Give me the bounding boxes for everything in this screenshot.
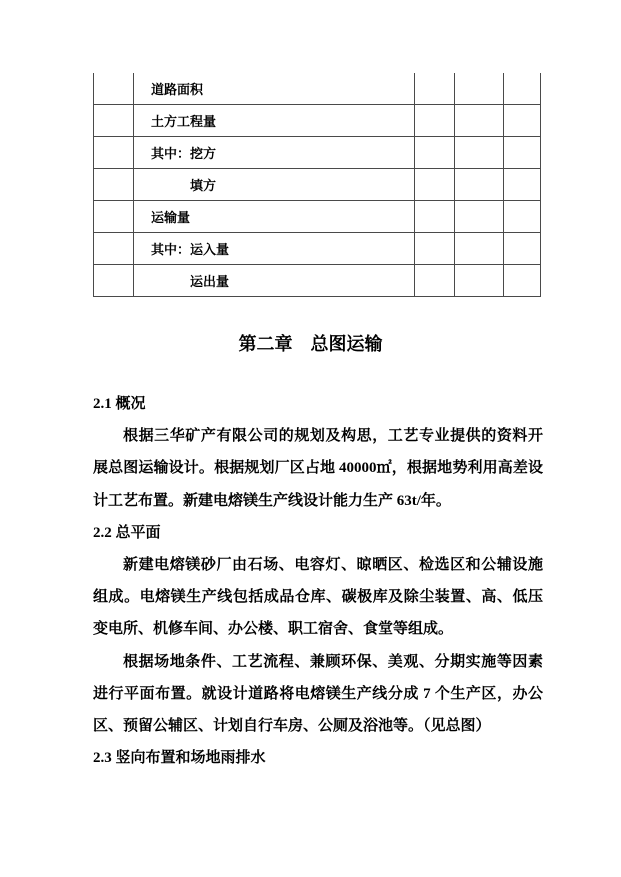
table-cell xyxy=(504,265,541,297)
document-body xyxy=(93,388,543,774)
table-cell xyxy=(455,105,504,137)
table-cell xyxy=(455,169,504,201)
table-row xyxy=(94,169,541,201)
table-cell xyxy=(415,169,455,201)
table-cell xyxy=(94,73,134,105)
table-cell xyxy=(504,169,541,201)
table-row xyxy=(94,233,541,265)
quantities-table xyxy=(93,73,541,297)
table-cell xyxy=(504,233,541,265)
paragraph-line: 区、预留公辅区、计划自行车房、公厕及浴池等。（见总图） xyxy=(93,717,491,734)
table-cell xyxy=(504,73,541,105)
table-cell xyxy=(94,137,134,169)
paragraph-line: 进行平面布置。就设计道路将电熔镁生产线分成 7 个生产区，办公 xyxy=(93,685,543,702)
table-cell xyxy=(94,169,134,201)
table-cell xyxy=(455,265,504,297)
table-cell xyxy=(504,105,541,137)
table-row xyxy=(94,201,541,233)
paragraph-line: 展总图运输设计。根据规划厂区占地 40000㎡，根据地势利用高差设 xyxy=(93,460,543,477)
table-cell xyxy=(94,105,134,137)
table-label-cell: 其中：运入量 xyxy=(134,233,415,265)
paragraph-line: 计工艺布置。新建电熔镁生产线设计能力生产 63t/年。 xyxy=(93,492,451,509)
paragraph-line: 根据场地条件、工艺流程、兼顾环保、美观、分期实施等因素 xyxy=(123,653,543,670)
table-cell xyxy=(415,105,455,137)
table-cell xyxy=(415,137,455,169)
table-row xyxy=(94,105,541,137)
chapter-heading: 第二章 总图运输 xyxy=(238,334,383,354)
table-row xyxy=(94,137,541,169)
table-cell xyxy=(415,73,455,105)
table-label-cell: 道路面积 xyxy=(134,73,415,105)
table-cell xyxy=(504,137,541,169)
paragraph-line: 变电所、机修车间、办公楼、职工宿舍、食堂等组成。 xyxy=(93,621,454,638)
table-cell xyxy=(455,201,504,233)
table-cell xyxy=(94,201,134,233)
paragraph-line: 根据三华矿产有限公司的规划及构思，工艺专业提供的资料开 xyxy=(123,428,543,445)
table-label-cell: 运输量 xyxy=(134,201,415,233)
section-2-3-title: 2.3 竖向布置和场地雨排水 xyxy=(93,750,266,767)
table-cell xyxy=(94,265,134,297)
section-2-1-title: 2.1 概况 xyxy=(93,396,146,412)
table-label-cell: 运出量 xyxy=(134,265,415,297)
table-cell xyxy=(94,233,134,265)
table-row xyxy=(94,265,541,297)
table-row xyxy=(94,73,541,105)
table-cell xyxy=(504,201,541,233)
table-cell xyxy=(455,137,504,169)
table-cell xyxy=(455,73,504,105)
paragraph-line: 组成。电熔镁生产线包括成品仓库、碳极库及除尘装置、高、低压 xyxy=(93,589,543,606)
table-cell xyxy=(415,233,455,265)
section-2-2-title: 2.2 总平面 xyxy=(93,524,161,541)
paragraph-line: 新建电熔镁砂厂由石场、电容灯、晾晒区、检选区和公辅设施 xyxy=(123,556,543,573)
table-label-cell: 填方 xyxy=(134,169,415,201)
table-cell xyxy=(455,233,504,265)
table-cell xyxy=(415,201,455,233)
table-cell xyxy=(415,265,455,297)
table-label-cell: 其中：挖方 xyxy=(134,137,415,169)
table-label-cell: 土方工程量 xyxy=(134,105,415,137)
